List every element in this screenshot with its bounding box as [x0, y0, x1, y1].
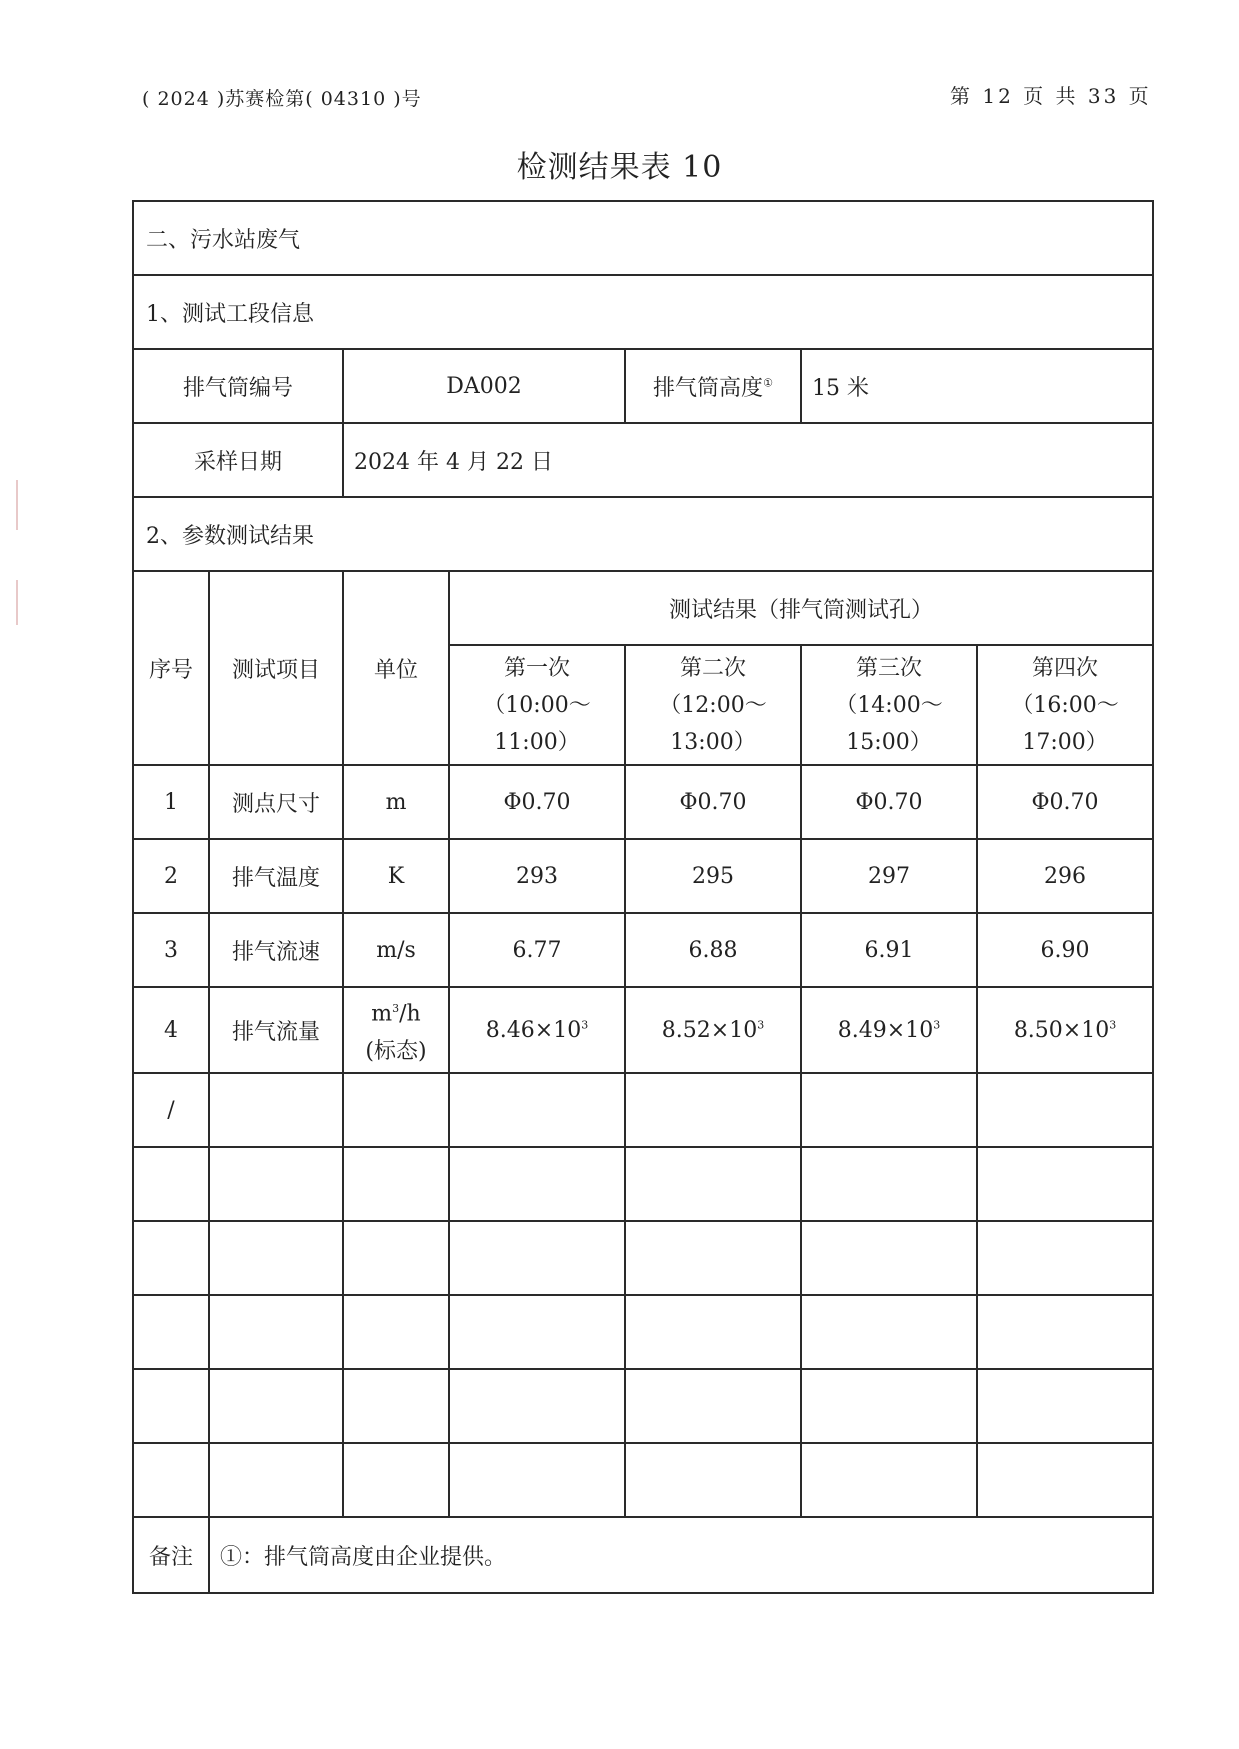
row-value: Φ0.70: [625, 765, 801, 839]
sampling-date-label: 采样日期: [133, 423, 343, 497]
row-value: 297: [801, 839, 977, 913]
col-item-header: 测试项目: [209, 571, 343, 765]
row-unit: $m^3/h$ (标态): [343, 987, 449, 1073]
row-item: 排气温度: [209, 839, 343, 913]
sampling-date-value: 2024 年 4 月 22 日: [343, 423, 1153, 497]
results-heading: 2、参数测试结果: [133, 497, 1153, 571]
page-info: 第 12 页 共 33 页: [950, 84, 1152, 108]
row-seq: 1: [133, 765, 209, 839]
row-value: $8.49\times 10^3$: [801, 987, 977, 1073]
run-header: 第二次 （12:00～ 13:00）: [625, 645, 801, 765]
scan-edge-mark: [16, 480, 18, 530]
row-value: 6.91: [801, 913, 977, 987]
row-value: 6.90: [977, 913, 1153, 987]
height-label: 排气筒高度: [653, 375, 764, 401]
page-title: 检测结果表 10: [516, 150, 723, 185]
section-title: 二、污水站废气: [133, 201, 1153, 275]
run-header: 第一次 （10:00～ 11:00）: [449, 645, 625, 765]
date-row: [133, 423, 1153, 497]
row-unit: m: [343, 765, 449, 839]
empty-row: [133, 1369, 1153, 1443]
slash-mark: /: [133, 1073, 209, 1147]
results-group-header: 测试结果（排气筒测试孔）: [449, 571, 1153, 645]
scan-edge-mark: [16, 580, 18, 625]
row-value: 6.77: [449, 913, 625, 987]
run-header: 第四次 （16:00～ 17:00）: [977, 645, 1153, 765]
results-heading-row: [133, 497, 1153, 571]
row-value: 296: [977, 839, 1153, 913]
row-value: Φ0.70: [801, 765, 977, 839]
col-unit-header: 单位: [343, 571, 449, 765]
row-seq: 4: [133, 987, 209, 1073]
info-heading: 1、测试工段信息: [133, 275, 1153, 349]
row-seq: 3: [133, 913, 209, 987]
row-seq: 2: [133, 839, 209, 913]
row-value: 293: [449, 839, 625, 913]
empty-row: [133, 1443, 1153, 1517]
table-row: [133, 987, 1153, 1073]
table-row: [133, 839, 1153, 913]
row-value: Φ0.70: [977, 765, 1153, 839]
table-row: [133, 913, 1153, 987]
row-unit: K: [343, 839, 449, 913]
row-item: 排气流量: [209, 987, 343, 1073]
row-value: 6.88: [625, 913, 801, 987]
run-header: 第三次 （14:00～ 15:00）: [801, 645, 977, 765]
height-value: 15 米: [801, 349, 1153, 423]
section-row: [133, 201, 1153, 275]
remark-label: 备注: [133, 1517, 209, 1593]
table-header-row: [133, 571, 1153, 645]
remark-text: ①：排气筒高度由企业提供。: [209, 1517, 1153, 1593]
empty-row: [133, 1147, 1153, 1221]
row-item: 测点尺寸: [209, 765, 343, 839]
row-unit: m/s: [343, 913, 449, 987]
height-label-cell: [625, 349, 801, 423]
results-table: [132, 200, 1154, 1594]
row-value: Φ0.70: [449, 765, 625, 839]
outlet-row: [133, 349, 1153, 423]
empty-row: [133, 1295, 1153, 1369]
row-value: 295: [625, 839, 801, 913]
row-value: $8.50\times 10^3$: [977, 987, 1153, 1073]
remark-row: [133, 1517, 1153, 1593]
empty-row: [133, 1221, 1153, 1295]
row-item: 排气流速: [209, 913, 343, 987]
col-seq-header: 序号: [133, 571, 209, 765]
row-value: $8.46\times 10^3$: [449, 987, 625, 1073]
outlet-no-label: 排气筒编号: [133, 349, 343, 423]
outlet-no-value: DA002: [343, 349, 625, 423]
table-row: [133, 765, 1153, 839]
info-heading-row: [133, 275, 1153, 349]
empty-row: [133, 1073, 1153, 1147]
height-note-mark: ①: [763, 376, 773, 390]
report-number: ( 2024 )苏赛检第( 04310 )号: [142, 88, 422, 110]
row-value: $8.52\times 10^3$: [625, 987, 801, 1073]
